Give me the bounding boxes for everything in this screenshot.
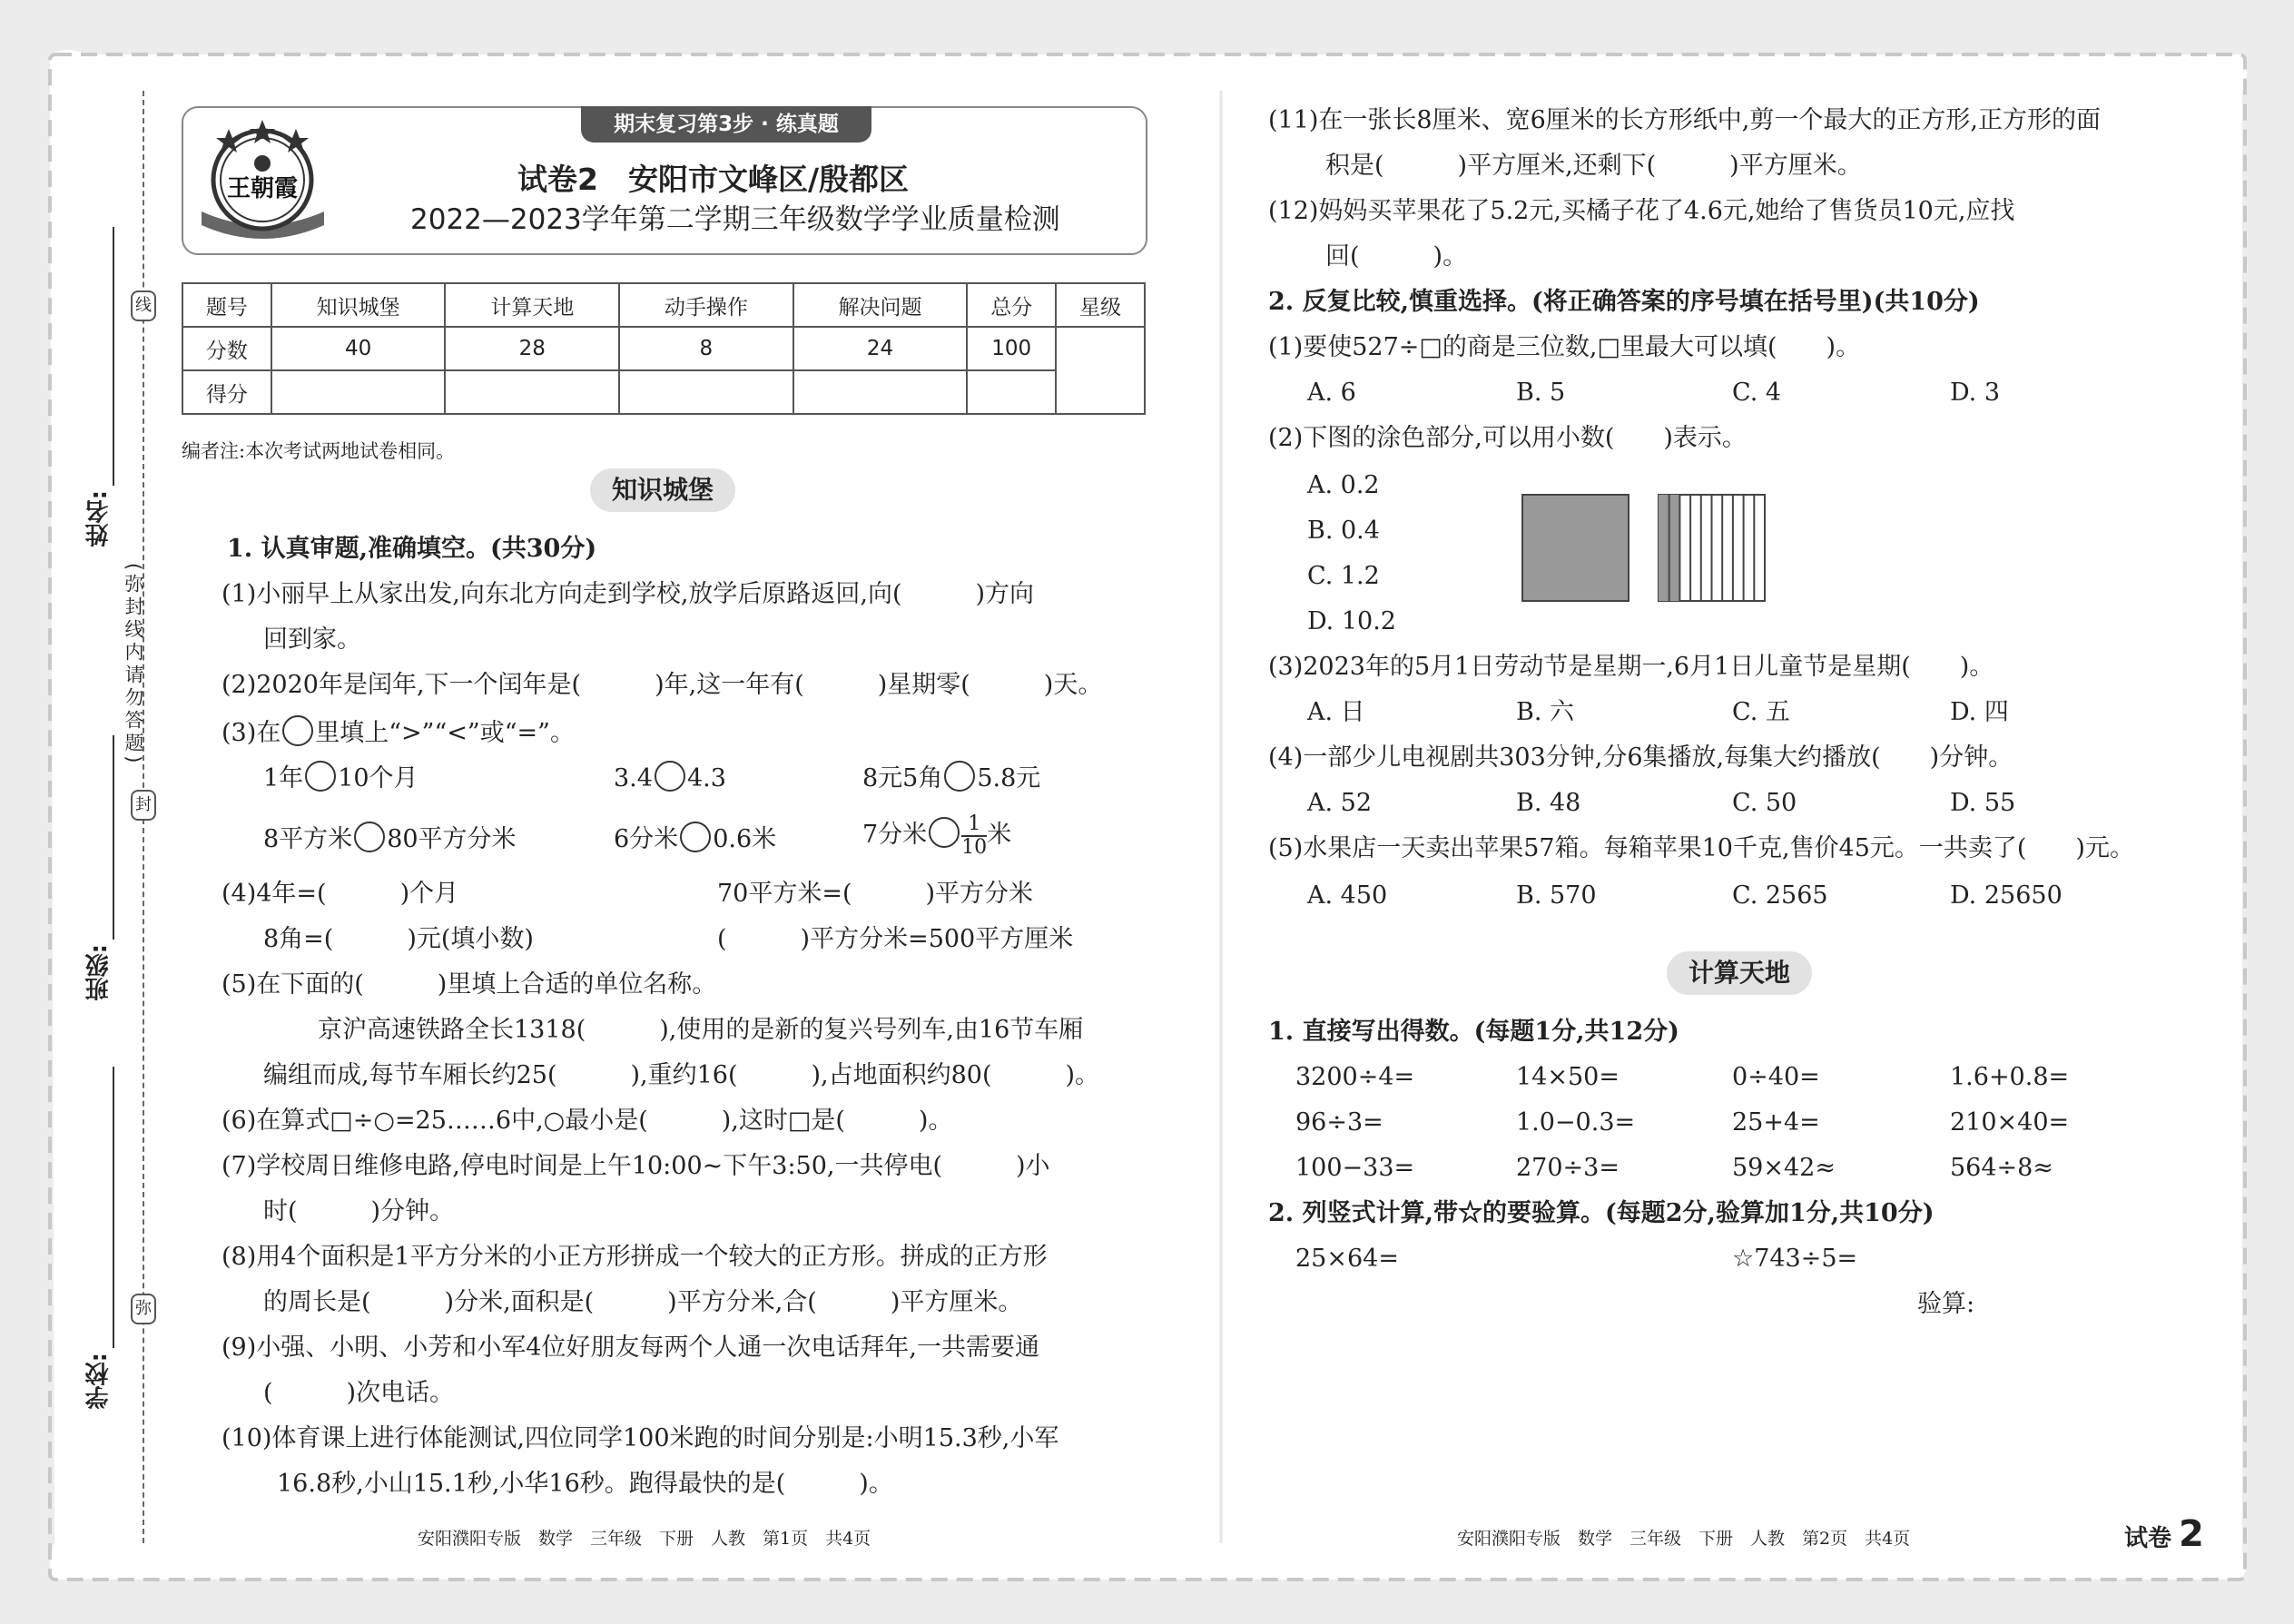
calc-item: 210×40= — [1950, 1108, 2070, 1137]
compare-item — [614, 761, 726, 794]
calc-item: 3200÷4= — [1295, 1063, 1415, 1091]
calc-heading: 1. 直接写出得数。(每题1分,共12分) — [1268, 1018, 1679, 1046]
compare-item — [263, 761, 418, 794]
compare-answer-circle[interactable] — [680, 822, 711, 852]
q1-heading-text: 1. 认真审题,准确填空。(共30分) — [227, 535, 597, 563]
q1-3-prefix: (3)在 — [222, 719, 281, 747]
q1-9-line1: (9)小强、小明、小芳和小军4位好朋友每两个人通一次电话拜年,一共需要通 — [222, 1334, 1040, 1362]
q1-4a: (4)4年=( )个月 — [222, 880, 459, 908]
exam-subtitle: 2022—2023学年第二学期三年级数学学业质量检测 — [410, 203, 1060, 236]
editor-note: 编者注:本次考试两地试卷相同。 — [182, 440, 456, 462]
class-field[interactable] — [113, 735, 114, 940]
compare-left: 7分米 — [862, 821, 928, 849]
compare-left: 3.4 — [614, 764, 653, 792]
q1-8-line2: 的周长是( )分米,面积是( )平方分米,合( )平方厘米。 — [263, 1288, 1023, 1316]
choice-1-option-d[interactable]: D. 3 — [1950, 379, 2001, 407]
score-input-cell[interactable] — [967, 370, 1056, 414]
calc-item: 1.6+0.8= — [1950, 1063, 2070, 1091]
choice-5-option-d[interactable]: D. 25650 — [1950, 881, 2063, 910]
score-table-points-row — [182, 327, 1145, 370]
choice-3-option-b[interactable]: B. 六 — [1516, 698, 1575, 726]
q1-7-line1: (7)学校周日维修电路,停电时间是上午10:00~下午3:50,一共停电( )小 — [222, 1152, 1050, 1180]
brand-logo-text: 王朝霞 — [226, 175, 299, 202]
choice-5-option-c[interactable]: C. 2565 — [1732, 881, 1828, 910]
table-cell: 8 — [619, 327, 793, 370]
compare-answer-circle[interactable] — [929, 817, 960, 848]
q1-11-line2: 积是( )平方厘米,还剩下( )平方厘米。 — [1325, 152, 1862, 180]
table-cell: 100 — [967, 327, 1056, 370]
calc-item: 1.0−0.3= — [1516, 1108, 1636, 1137]
table-cell: 40 — [271, 327, 446, 370]
class-label: 班级: — [85, 944, 113, 1001]
compare-left: 1年 — [263, 764, 304, 792]
school-field[interactable] — [113, 1067, 114, 1348]
compare-answer-circle[interactable] — [944, 761, 975, 792]
q1-3 — [222, 715, 575, 749]
compare-item — [614, 822, 776, 855]
calc-item: 564÷8≈ — [1950, 1154, 2053, 1182]
table-cell: 得分 — [182, 370, 271, 414]
binding-notice: (弥封线内请勿答题) — [123, 563, 144, 767]
table-cell: 知识城堡 — [271, 283, 446, 327]
compare-right: 0.6米 — [713, 825, 777, 853]
binding-mark-mi: 弥 — [131, 1294, 156, 1324]
paper-badge — [2124, 1514, 2204, 1559]
compare-circle-icon — [282, 715, 313, 746]
choice-1-option-b[interactable]: B. 5 — [1516, 379, 1566, 407]
calc-item: 14×50= — [1516, 1063, 1620, 1091]
q1-10-line1: (10)体育课上进行体能测试,四位同学100米跑的时间分别是:小明15.3秒,小军 — [222, 1424, 1059, 1452]
choice-4-option-b[interactable]: B. 48 — [1516, 789, 1581, 817]
table-cell: 24 — [793, 327, 968, 370]
score-table-header-row — [182, 283, 1145, 327]
section-title-calculation: 计算天地 — [1667, 951, 1812, 995]
choice-5-option-b[interactable]: B. 570 — [1516, 881, 1597, 910]
choice-3-option-d[interactable]: D. 四 — [1950, 698, 2009, 726]
calc-item: 59×42≈ — [1732, 1154, 1836, 1182]
table-cell: 动手操作 — [619, 283, 793, 327]
q1-12-line1: (12)妈妈买苹果花了5.2元,买橘子花了4.6元,她给了售货员10元,应找 — [1268, 197, 2015, 225]
choice-5-option-a[interactable]: A. 450 — [1307, 881, 1388, 910]
choice-2-option-c[interactable]: C. 1.2 — [1307, 562, 1380, 590]
compare-answer-circle[interactable] — [354, 822, 385, 852]
q1-1-line1: (1)小丽早上从家出发,向东北方向走到学校,放学后原路返回,向( )方向 — [222, 580, 1035, 608]
q1-heading — [227, 534, 596, 565]
table-cell: 分数 — [182, 327, 271, 370]
choice-4-option-d[interactable]: D. 55 — [1950, 789, 2016, 817]
choice-5: (5)水果店一天卖出苹果57箱。每箱苹果10千克,售价45元。一共卖了( )元。 — [1268, 834, 2134, 862]
compare-answer-circle[interactable] — [655, 761, 685, 792]
q1-3-suffix: 里填上“>”“<”或“=”。 — [315, 719, 575, 747]
compare-answer-circle[interactable] — [305, 761, 336, 792]
name-label: 姓名: — [85, 490, 113, 547]
choice-3-option-c[interactable]: C. 五 — [1732, 698, 1790, 726]
choice-4-option-a[interactable]: A. 52 — [1307, 789, 1373, 817]
score-input-cell[interactable] — [271, 370, 446, 414]
fraction — [961, 813, 987, 859]
binding-mark-feng: 封 — [131, 790, 156, 821]
compare-left: 8元5角 — [862, 764, 943, 792]
right-footer: 安阳濮阳专版 数学 三年级 下册 人教 第2页 共4页 — [1457, 1529, 1911, 1549]
brand-logo — [192, 116, 333, 243]
paper-badge-number: 2 — [2179, 1513, 2204, 1555]
choice-3: (3)2023年的5月1日劳动节是星期一,6月1日儿童节是星期( )。 — [1268, 653, 1994, 681]
vertical-calc-b: ☆743÷5= — [1732, 1245, 1858, 1273]
choice-1: (1)要使527÷□的商是三位数,□里最大可以填( )。 — [1268, 333, 1861, 361]
q1-5-line2: 编组而成,每节车厢长约25( ),重约16( ),占地面积约80( )。 — [263, 1061, 1100, 1089]
compare-item — [862, 808, 1011, 862]
name-field[interactable] — [113, 227, 114, 486]
paper-badge-label: 试卷 — [2124, 1525, 2172, 1552]
compare-right: 80平方分米 — [387, 825, 517, 853]
calc-item: 0÷40= — [1732, 1063, 1820, 1091]
score-table-earned-row — [182, 370, 1145, 414]
calc-item: 96÷3= — [1295, 1108, 1383, 1137]
q1-2: (2)2020年是闰年,下一个闰年是( )年,这一年有( )星期零( )天。 — [222, 671, 1103, 699]
choice-2-option-b[interactable]: B. 0.4 — [1307, 517, 1380, 545]
table-cell: 28 — [445, 327, 619, 370]
compare-right: 10个月 — [338, 764, 418, 792]
choice-2-option-d[interactable]: D. 10.2 — [1307, 607, 1396, 635]
compare-right: 5.8元 — [977, 764, 1041, 792]
score-input-cell[interactable] — [793, 370, 968, 414]
q1-10-line2: 16.8秒,小山15.1秒,小华16秒。跑得最快的是( )。 — [277, 1470, 893, 1498]
calc-item: 25+4= — [1732, 1108, 1820, 1137]
star-rating-cell[interactable] — [1056, 327, 1145, 414]
compare-item — [263, 822, 517, 855]
q1-8-line1: (8)用4个面积是1平方分米的小正方形拼成一个较大的正方形。拼成的正方形 — [222, 1243, 1048, 1271]
q1-5-line1: 京沪高速铁路全长1318( ),使用的是新的复兴号列车,由16节车厢 — [318, 1016, 1084, 1044]
vertical-calc-a: 25×64= — [1295, 1245, 1399, 1273]
compare-right: 米 — [987, 821, 1012, 849]
check-label: 验算: — [1917, 1290, 1975, 1318]
calc-item: 270÷3= — [1516, 1154, 1620, 1182]
q1-9-line2: ( )次电话。 — [263, 1379, 455, 1407]
choice-4: (4)一部少儿电视剧共303分钟,分6集播放,每集大约播放( )分钟。 — [1268, 743, 2013, 772]
header-tab: 期末复习第3步 · 练真题 — [581, 106, 871, 143]
table-cell: 解决问题 — [793, 283, 968, 327]
q2-heading: 2. 反复比较,慎重选择。(将正确答案的序号填在括号里)(共10分) — [1268, 288, 1980, 316]
score-input-cell[interactable] — [619, 370, 793, 414]
table-cell: 星级 — [1056, 283, 1145, 327]
exam-title: 试卷2 安阳市文峰区/殷都区 — [517, 162, 910, 197]
binding-mark-xian: 线 — [131, 290, 156, 321]
shaded-decimal-figure — [1521, 493, 1766, 606]
score-table — [182, 282, 1146, 415]
score-input-cell[interactable] — [445, 370, 619, 414]
choice-2: (2)下图的涂色部分,可以用小数( )表示。 — [1268, 424, 1747, 452]
choice-1-option-a[interactable]: A. 6 — [1307, 379, 1356, 407]
fraction-numerator: 1 — [961, 813, 987, 837]
left-footer: 安阳濮阳专版 数学 三年级 下册 人教 第1页 共4页 — [418, 1529, 871, 1549]
choice-2-option-a[interactable]: A. 0.2 — [1307, 471, 1380, 499]
choice-1-option-c[interactable]: C. 4 — [1732, 379, 1782, 407]
q1-4d: ( )平方分米=500平方厘米 — [717, 925, 1074, 953]
compare-left: 6分米 — [614, 825, 679, 853]
calc-item: 100−33= — [1295, 1154, 1415, 1182]
choice-3-option-a[interactable]: A. 日 — [1307, 698, 1365, 726]
q1-4c: 8角=( )元(填小数) — [263, 925, 534, 953]
q1-7-line2: 时( )分钟。 — [263, 1197, 455, 1225]
table-cell: 计算天地 — [445, 283, 619, 327]
q1-11-line1: (11)在一张长8厘米、宽6厘米的长方形纸中,剪一个最大的正方形,正方形的面 — [1268, 106, 2101, 134]
table-cell: 总分 — [967, 283, 1056, 327]
fraction-denominator: 10 — [961, 835, 988, 859]
q1-4b: 70平方米=( )平方分米 — [717, 880, 1034, 908]
compare-item — [862, 761, 1040, 794]
choice-4-option-c[interactable]: C. 50 — [1732, 789, 1797, 817]
compare-left: 8平方米 — [263, 825, 353, 853]
school-label: 学校: — [85, 1353, 113, 1410]
q1-6: (6)在算式□÷○=25……6中,○最小是( ),这时□是( )。 — [222, 1107, 953, 1135]
q1-1-line2: 回到家。 — [263, 625, 361, 654]
q1-5: (5)在下面的( )里填上合适的单位名称。 — [222, 970, 717, 999]
section-title-knowledge: 知识城堡 — [590, 468, 735, 512]
q1-12-line2: 回( )。 — [1325, 242, 1468, 271]
compare-right: 4.3 — [686, 764, 726, 792]
vertical-calc-heading: 2. 列竖式计算,带☆的要验算。(每题2分,验算加1分,共10分) — [1268, 1199, 1935, 1227]
table-cell: 题号 — [182, 283, 271, 327]
